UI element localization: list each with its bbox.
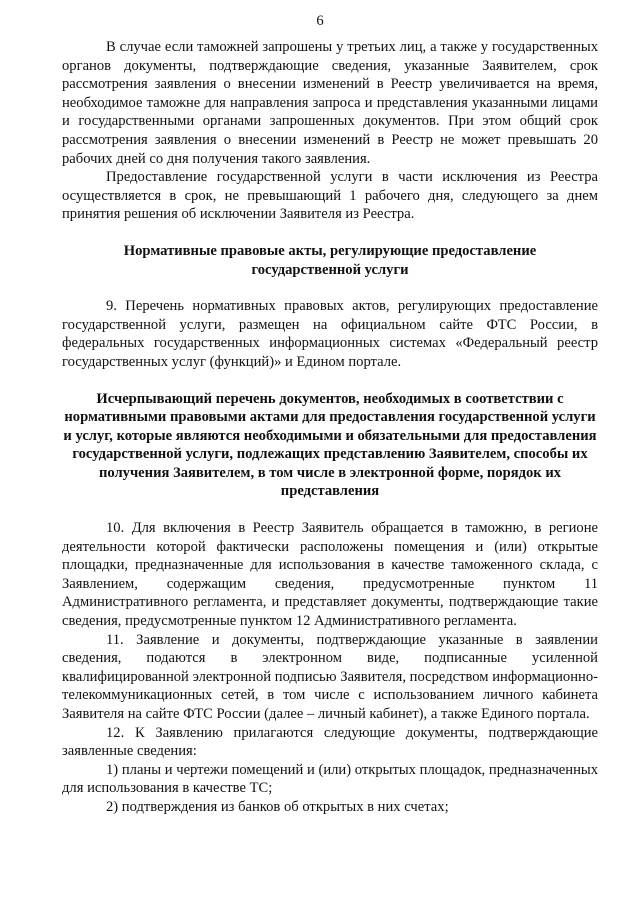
document-body <box>62 38 598 817</box>
paragraph-11: 11. Заявление и документы, подтверждающие указанные в заявлении сведения, подаются в электронном виде, подписанные усиленной квалифицированной электронной подписью Заявителя, посредством информационно-телекоммуникационных сетей, в том числе с использованием личного кабинета Заявителя на сайте ФТС России (далее – личный кабинет), а также Единого портала. <box>62 631 598 722</box>
list-item-1: 1) планы и чертежи помещений и (или) открытых площадок, предназначенных для использования в качестве ТС; <box>62 761 598 797</box>
section-heading-legal-acts: Нормативные правовые акты, регулирующие предоставление государственной услуги <box>123 242 537 278</box>
paragraph-9: 9. Перечень нормативных правовых актов, регулирующих предоставление государственной услуги, размещен на официальном сайте ФТС России, в федеральных государственных информационных системах «Федеральный реестр государственных услуг (функций)» и Едином портале. <box>62 298 598 370</box>
paragraph-12: 12. К Заявлению прилагаются следующие документы, подтверждающие заявленные сведения: <box>62 724 598 760</box>
section-heading-documents-list: Исчерпывающий перечень документов, необходимых в соответствии с нормативными правовыми актами для предоставления государственной услуги и услуг, которые являются необходимыми и обязательными для предоставления государственной услуги, подлежащих представлению Заявителем, способы их получения Заявителем, в том числе в электронной форме, порядок их представления <box>63 390 597 500</box>
page-number: 6 <box>316 13 324 29</box>
paragraph-exclusion-term: Предоставление государственной услуги в части исключения из Реестра осуществляется в срок, не превышающий 1 рабочего дня, следующего за днем принятия решения об исключении Заявителя из Реестра. <box>62 169 598 223</box>
paragraph-request-extension: В случае если таможней запрошены у третьих лиц, а также у государственных органов документы, подтверждающие сведения, указанные Заявителем, срок рассмотрения заявления о внесении изменений в Реестр увеличивается на время, необходимое таможне для направления запроса и представления указанными лицами и государственными органами запрошенных документов. При этом общий срок рассмотрения заявления о внесении изменений в Реестр не может превышать 20 рабочих дней со дня получения такого заявления. <box>62 39 598 167</box>
list-item-2: 2) подтверждения из банков об открытых в них счетах; <box>106 798 449 815</box>
paragraph-10: 10. Для включения в Реестр Заявитель обращается в таможню, в регионе деятельности которой фактически расположены помещения и (или) открытые площадки, предназначенные для использования в качестве таможенного склада, с Заявлением, содержащим сведения, предусмотренные пунктом 11 Административного регламента, и представляет документы, подтверждающие такие сведения, предусмотренные пунктом 12 Административного регламента. <box>62 520 598 630</box>
